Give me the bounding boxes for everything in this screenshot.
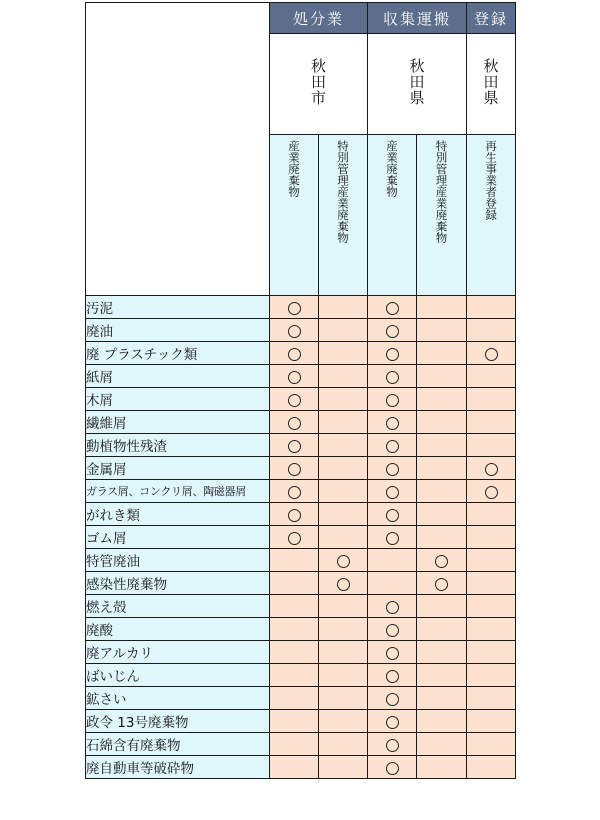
- mark-cell: [467, 365, 516, 388]
- table-row: [86, 641, 516, 664]
- mark-cell: [368, 411, 417, 434]
- mark-cell: [270, 549, 319, 572]
- mark-cell: [368, 296, 417, 319]
- table-row: [86, 434, 516, 457]
- wtype-disposal-special: [319, 135, 368, 296]
- mark-cell: [467, 641, 516, 664]
- row-label: 廃油: [86, 319, 270, 342]
- circle-mark-icon: [386, 532, 399, 545]
- table-row: [86, 342, 516, 365]
- mark-cell: [270, 756, 319, 779]
- mark-cell: [319, 457, 368, 480]
- row-label: 木屑: [86, 388, 270, 411]
- mark-cell: [368, 319, 417, 342]
- mark-cell: [319, 365, 368, 388]
- wtype-disposal-industrial: [270, 135, 319, 296]
- mark-cell: [368, 572, 417, 595]
- mark-cell: [467, 319, 516, 342]
- mark-cell: [467, 526, 516, 549]
- circle-mark-icon: [386, 716, 399, 729]
- mark-cell: [270, 595, 319, 618]
- issuer-akita-pref-collection: [368, 34, 467, 135]
- wtype-label: 特別管理産業廃棄物: [434, 140, 449, 244]
- table-row: [86, 710, 516, 733]
- mark-cell: [270, 388, 319, 411]
- mark-cell: [270, 687, 319, 710]
- mark-cell: [319, 549, 368, 572]
- mark-cell: [467, 342, 516, 365]
- table-row: [86, 526, 516, 549]
- row-label: 鉱さい: [86, 687, 270, 710]
- row-label: 特管廃油: [86, 549, 270, 572]
- mark-cell: [467, 457, 516, 480]
- table-row: [86, 549, 516, 572]
- circle-mark-icon: [288, 302, 301, 315]
- issuer-label: 秋田県: [407, 58, 426, 106]
- wtype-collection-special: [417, 135, 467, 296]
- mark-cell: [319, 618, 368, 641]
- circle-mark-icon: [386, 739, 399, 752]
- circle-mark-icon: [386, 463, 399, 476]
- mark-cell: [319, 733, 368, 756]
- circle-mark-icon: [435, 555, 448, 568]
- mark-cell: [417, 733, 467, 756]
- circle-mark-icon: [386, 601, 399, 614]
- mark-cell: [319, 480, 368, 503]
- mark-cell: [417, 687, 467, 710]
- circle-mark-icon: [386, 693, 399, 706]
- mark-cell: [467, 480, 516, 503]
- mark-cell: [319, 342, 368, 365]
- table-row: [86, 618, 516, 641]
- circle-mark-icon: [435, 578, 448, 591]
- mark-cell: [319, 710, 368, 733]
- mark-cell: [467, 411, 516, 434]
- mark-cell: [467, 572, 516, 595]
- mark-cell: [467, 503, 516, 526]
- circle-mark-icon: [386, 647, 399, 660]
- row-label: 金属屑: [86, 457, 270, 480]
- row-label: 感染性廃棄物: [86, 572, 270, 595]
- table-row: [86, 411, 516, 434]
- mark-cell: [417, 342, 467, 365]
- mark-cell: [270, 572, 319, 595]
- mark-cell: [319, 434, 368, 457]
- mark-cell: [270, 480, 319, 503]
- circle-mark-icon: [386, 509, 399, 522]
- mark-cell: [319, 388, 368, 411]
- table-row: [86, 503, 516, 526]
- mark-cell: [319, 319, 368, 342]
- mark-cell: [467, 595, 516, 618]
- category-registration: 登録: [467, 3, 516, 34]
- table-row: [86, 572, 516, 595]
- mark-cell: [270, 503, 319, 526]
- circle-mark-icon: [386, 371, 399, 384]
- mark-cell: [417, 319, 467, 342]
- circle-mark-icon: [386, 417, 399, 430]
- mark-cell: [467, 434, 516, 457]
- wtype-label: 特別管理産業廃棄物: [336, 140, 351, 244]
- wtype-collection-industrial: [368, 135, 417, 296]
- circle-mark-icon: [386, 325, 399, 338]
- row-label: ガラス屑、コンクリ屑、陶磁器屑: [86, 480, 270, 503]
- circle-mark-icon: [288, 417, 301, 430]
- row-label: 政令 13号廃棄物: [86, 710, 270, 733]
- circle-mark-icon: [386, 394, 399, 407]
- wtype-label: 再生事業者登録: [484, 140, 499, 221]
- mark-cell: [319, 296, 368, 319]
- mark-cell: [368, 434, 417, 457]
- mark-cell: [368, 756, 417, 779]
- table-row: [86, 756, 516, 779]
- row-label: 廃酸: [86, 618, 270, 641]
- mark-cell: [270, 434, 319, 457]
- mark-cell: [417, 618, 467, 641]
- issuer-label: 秋田県: [481, 58, 500, 106]
- circle-mark-icon: [288, 509, 301, 522]
- mark-cell: [368, 365, 417, 388]
- mark-cell: [270, 296, 319, 319]
- mark-cell: [270, 733, 319, 756]
- table-row: [86, 319, 516, 342]
- mark-cell: [368, 457, 417, 480]
- mark-cell: [467, 664, 516, 687]
- row-label: 廃 プラスチック類: [86, 342, 270, 365]
- row-label: 廃アルカリ: [86, 641, 270, 664]
- table-row: [86, 664, 516, 687]
- mark-cell: [467, 710, 516, 733]
- mark-cell: [270, 641, 319, 664]
- circle-mark-icon: [485, 486, 498, 499]
- waste-rows: [86, 296, 516, 779]
- mark-cell: [417, 503, 467, 526]
- mark-cell: [417, 480, 467, 503]
- circle-mark-icon: [386, 624, 399, 637]
- table-row: [86, 388, 516, 411]
- circle-mark-icon: [386, 486, 399, 499]
- category-collection: 収集運搬: [368, 3, 467, 34]
- table-row: [86, 733, 516, 756]
- circle-mark-icon: [337, 578, 350, 591]
- row-label: 紙屑: [86, 365, 270, 388]
- mark-cell: [467, 618, 516, 641]
- row-label: ゴム屑: [86, 526, 270, 549]
- circle-mark-icon: [288, 440, 301, 453]
- mark-cell: [368, 595, 417, 618]
- mark-cell: [467, 549, 516, 572]
- circle-mark-icon: [386, 348, 399, 361]
- row-label: がれき類: [86, 503, 270, 526]
- circle-mark-icon: [386, 302, 399, 315]
- permit-table: [85, 2, 516, 779]
- mark-cell: [319, 641, 368, 664]
- category-disposal: 処分業: [270, 3, 368, 34]
- mark-cell: [417, 365, 467, 388]
- row-label: ばいじん: [86, 664, 270, 687]
- mark-cell: [417, 549, 467, 572]
- mark-cell: [368, 388, 417, 411]
- wtype-recycling-registration: [467, 135, 516, 296]
- mark-cell: [467, 687, 516, 710]
- mark-cell: [417, 434, 467, 457]
- mark-cell: [368, 342, 417, 365]
- row-label: 廃自動車等破砕物: [86, 756, 270, 779]
- mark-cell: [368, 503, 417, 526]
- table-row: [86, 365, 516, 388]
- mark-cell: [417, 710, 467, 733]
- mark-cell: [417, 664, 467, 687]
- mark-cell: [417, 457, 467, 480]
- row-label: 繊維屑: [86, 411, 270, 434]
- circle-mark-icon: [386, 762, 399, 775]
- mark-cell: [319, 756, 368, 779]
- mark-cell: [368, 641, 417, 664]
- row-label: 燃え殻: [86, 595, 270, 618]
- circle-mark-icon: [288, 348, 301, 361]
- circle-mark-icon: [337, 555, 350, 568]
- category-header-row: [86, 3, 516, 34]
- circle-mark-icon: [288, 532, 301, 545]
- wtype-label: 産業廃棄物: [385, 140, 400, 198]
- mark-cell: [417, 595, 467, 618]
- mark-cell: [417, 756, 467, 779]
- table-row: [86, 687, 516, 710]
- mark-cell: [417, 411, 467, 434]
- mark-cell: [368, 480, 417, 503]
- mark-cell: [417, 641, 467, 664]
- row-label: 動植物性残渣: [86, 434, 270, 457]
- mark-cell: [417, 388, 467, 411]
- mark-cell: [270, 710, 319, 733]
- table-row: [86, 296, 516, 319]
- mark-cell: [368, 687, 417, 710]
- mark-cell: [270, 365, 319, 388]
- mark-cell: [319, 411, 368, 434]
- mark-cell: [368, 733, 417, 756]
- mark-cell: [319, 595, 368, 618]
- row-label: 石綿含有廃棄物: [86, 733, 270, 756]
- circle-mark-icon: [386, 670, 399, 683]
- issuer-akita-pref-registration: [467, 34, 516, 135]
- mark-cell: [417, 526, 467, 549]
- mark-cell: [270, 526, 319, 549]
- mark-cell: [319, 572, 368, 595]
- circle-mark-icon: [288, 371, 301, 384]
- mark-cell: [319, 503, 368, 526]
- table-row: [86, 480, 516, 503]
- mark-cell: [270, 664, 319, 687]
- mark-cell: [270, 411, 319, 434]
- mark-cell: [270, 319, 319, 342]
- mark-cell: [270, 457, 319, 480]
- corner-cell: [86, 3, 270, 296]
- mark-cell: [417, 572, 467, 595]
- issuer-akita-city: [270, 34, 368, 135]
- circle-mark-icon: [386, 440, 399, 453]
- table-row: [86, 595, 516, 618]
- mark-cell: [319, 687, 368, 710]
- mark-cell: [467, 296, 516, 319]
- circle-mark-icon: [485, 348, 498, 361]
- mark-cell: [368, 618, 417, 641]
- issuer-label: 秋田市: [309, 58, 327, 106]
- mark-cell: [368, 526, 417, 549]
- mark-cell: [368, 549, 417, 572]
- mark-cell: [319, 526, 368, 549]
- mark-cell: [368, 664, 417, 687]
- wtype-label: 産業廃棄物: [287, 140, 302, 198]
- mark-cell: [319, 664, 368, 687]
- mark-cell: [368, 710, 417, 733]
- circle-mark-icon: [288, 394, 301, 407]
- mark-cell: [270, 618, 319, 641]
- mark-cell: [417, 296, 467, 319]
- circle-mark-icon: [485, 463, 498, 476]
- circle-mark-icon: [288, 325, 301, 338]
- row-label: 汚泥: [86, 296, 270, 319]
- mark-cell: [467, 733, 516, 756]
- mark-cell: [270, 342, 319, 365]
- table-row: [86, 457, 516, 480]
- circle-mark-icon: [288, 463, 301, 476]
- mark-cell: [467, 388, 516, 411]
- circle-mark-icon: [288, 486, 301, 499]
- mark-cell: [467, 756, 516, 779]
